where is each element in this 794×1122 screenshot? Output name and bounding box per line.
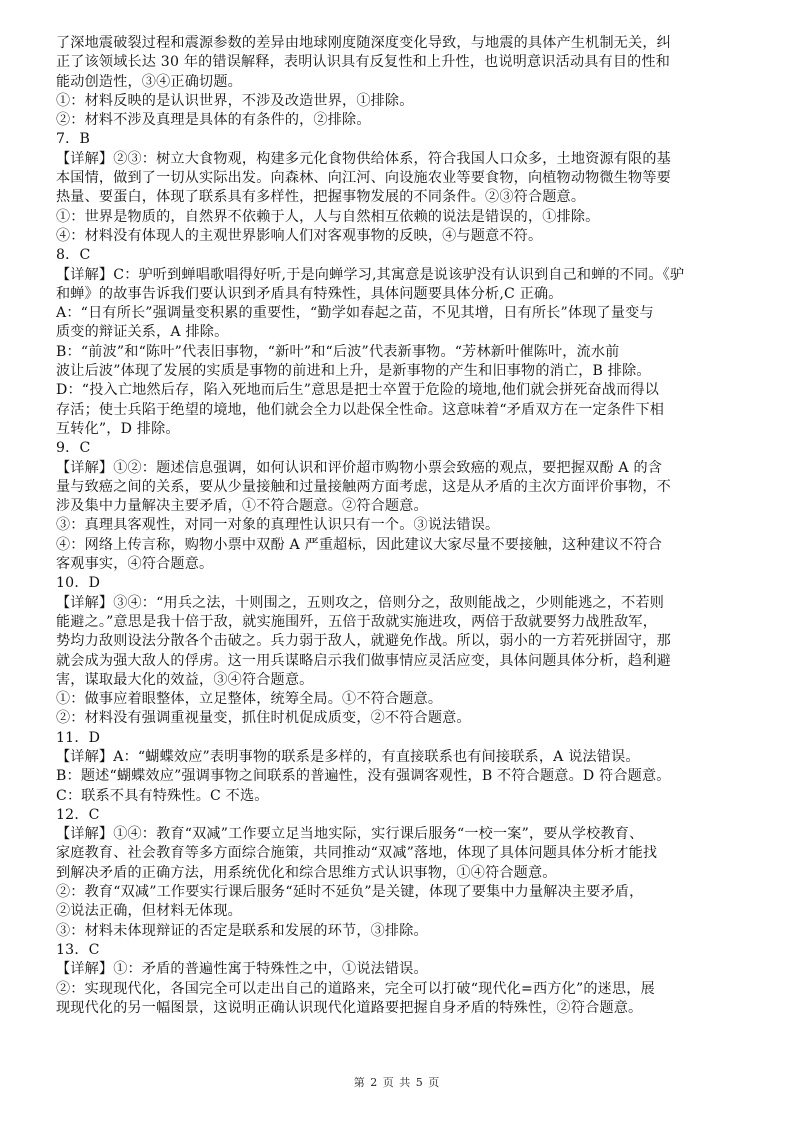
page-footer: 第 2 页 共 5 页 — [353, 1076, 441, 1089]
text-line: 质变的辩证关系，A 排除。 — [56, 324, 229, 341]
text-line: 互转化”，D 排除。 — [56, 420, 180, 437]
text-line: 到解决矛盾的正确方法，用系统优化和综合思维方式认识事物，①④符合题意。 — [56, 864, 557, 881]
text-line: 11．D — [56, 729, 101, 746]
text-line: 【详解】A：“蝴蝶效应”表明事物的联系是多样的，有直接联系也有间接联系，A 说法错误。 — [56, 748, 640, 765]
text-line: 【详解】①②：题述信息强调，如何认识和评价超市购物小票会致癌的观点，要把握双酚 A 的含 — [56, 459, 663, 476]
text-line: ①：做事应着眼整体，立足整体，统筹全局。①不符合题意。 — [56, 691, 443, 708]
text-line: ①：世界是物质的，自然界不依赖于人，人与自然相互依赖的说法是错误的，①排除。 — [56, 208, 600, 225]
text-line: B：“前波”和“陈叶”代表旧事物，“新叶”和“后波”代表新事物。“芳林新叶催陈叶，流水前 — [56, 343, 620, 360]
text-line: ④：材料没有体现人的主观世界影响人们对客观事物的反映，④与题意不符。 — [56, 227, 543, 244]
text-line: 害，谋取最大化的效益，③④符合题意。 — [56, 671, 314, 688]
text-line: ③：真理具客观性，对同一对象的真理性认识只有一个。③说法错误。 — [56, 517, 500, 534]
text-line: 本国情，做到了一切从实际出发。向森林、向江河、向设施农业等要食物，向植物动物微生物等要 — [56, 170, 671, 187]
text-line: ②：材料不涉及真理是具体的有条件的，②排除。 — [56, 112, 371, 129]
text-line: 能避之。”意思是我十倍于敌，就实施围歼，五倍于敌就实施进攻，两倍于敌就要努力战胜敌军， — [56, 613, 658, 630]
text-line: ②：实现现代化，各国完全可以走出自己的道路来，完全可以打破“现代化=西方化”的迷思，展 — [56, 980, 655, 997]
text-line: D：“投入亡地然后存，陷入死地而后生”意思是把士卒置于危险的境地,他们就会拼死奋战而得以 — [56, 382, 660, 399]
text-line: 正了该领域长达 30 年的错误解释，表明认识具有反复性和上升性，也说明意识活动具有目的性和 — [56, 54, 671, 71]
text-line: 9．C — [56, 440, 91, 457]
answer-explanations — [56, 34, 750, 1018]
text-line: ②：材料没有强调重视量变，抓住时机促成质变，②不符合题意。 — [56, 710, 471, 727]
text-line: 现现代化的另一幅图景，这说明正确认识现代化道路要把握自身矛盾的特殊性，②符合题意。 — [56, 999, 643, 1016]
text-line: 客观事实，④符合题意。 — [56, 556, 214, 573]
text-line: 涉及集中力量解决主要矛盾，①不符合题意。②符合题意。 — [56, 498, 428, 515]
text-line: 13．C — [56, 941, 100, 958]
text-line: 热量、要蛋白，体现了联系具有多样性，把握事物发展的不同条件。②③符合题意。 — [56, 189, 586, 206]
text-line: 12．C — [56, 806, 100, 823]
text-line: 【详解】C：驴听到蝉唱歌唱得好听,于是向蝉学习,其寓意是说该驴没有认识到自己和蝉的不同。《驴 — [56, 266, 685, 283]
text-line: ②：教育“双减”工作要实行课后服务“延时不延负”是关键，体现了要集中力量解决主要矛盾， — [56, 884, 644, 901]
text-line: 【详解】②③：树立大食物观，构建多元化食物供给体系，符合我国人口众多，土地资源有限的基 — [56, 150, 671, 167]
text-line: ④：网络上传言称，购物小票中双酚 A 严重超标，因此建议大家尽量不要接触，这种建议不符合 — [56, 536, 663, 553]
text-line: 存活；使士兵陷于绝望的境地，他们就会全力以赴保全性命。这意味着“矛盾双方在一定条件下相 — [56, 401, 665, 418]
text-line: 【详解】③④：“用兵之法，十则围之，五则攻之，倍则分之，敌则能战之，少则能逃之，不若则 — [56, 594, 665, 611]
text-line: 了深地震破裂过程和震源参数的差异由地球刚度随深度变化导致，与地震的具体产生机制无关，纠 — [56, 35, 671, 51]
text-line: 波让后波”体现了发展的实质是事物的前进和上升，是新事物的产生和旧事物的消亡，B 排除。 — [56, 363, 651, 380]
text-line: B：题述“蝴蝶效应”强调事物之间联系的普遍性，没有强调客观性，B 不符合题意。D 符合题意。 — [56, 768, 671, 785]
text-line: 家庭教育、社会教育等多方面综合施策，共同推动“双减”落地，体现了具体问题具体分析才能找 — [56, 845, 658, 862]
text-line: C：联系不具有特殊性。C 不选。 — [56, 787, 269, 804]
text-line: 就会成为强大敌人的俘虏。这一用兵谋略启示我们做事情应灵活应变，具体问题具体分析，趋利避 — [56, 652, 671, 669]
text-line: A：“日有所长”强调量变积累的重要性，“勤学如春起之苗，不见其增，日有所长”体现了量变与 — [56, 305, 654, 322]
text-line: 10．D — [56, 575, 101, 592]
text-line: 7．B — [56, 131, 91, 148]
text-line: 能动创造性，③④正确切题。 — [56, 73, 242, 90]
text-line: 量与致癌之间的关系，要从少量接触和过量接触两方面考虑，这是从矛盾的主次方面评价事物，不 — [56, 478, 671, 495]
text-line: 和蝉》的故事告诉我们要认识到矛盾具有特殊性，具体问题要具体分析,C 正确。 — [56, 285, 563, 302]
text-line: 【详解】①：矛盾的普遍性寓于特殊性之中，①说法错误。 — [56, 961, 428, 978]
text-line: ②说法正确，但材料无体现。 — [56, 903, 242, 920]
text-line: ①：材料反映的是认识世界，不涉及改造世界，①排除。 — [56, 92, 414, 109]
text-line: 8．C — [56, 247, 91, 264]
text-line: 势均力敌则设法分散各个击破之。兵力弱于敌人，就避免作战。所以，弱小的一方若死拼固守，那 — [56, 633, 671, 650]
text-line: ③：材料未体现辩证的否定是联系和发展的环节，③排除。 — [56, 922, 428, 939]
text-line: 【详解】①④：教育“双减”工作要立足当地实际，实行课后服务“一校一案”，要从学校教育、 — [56, 826, 644, 843]
